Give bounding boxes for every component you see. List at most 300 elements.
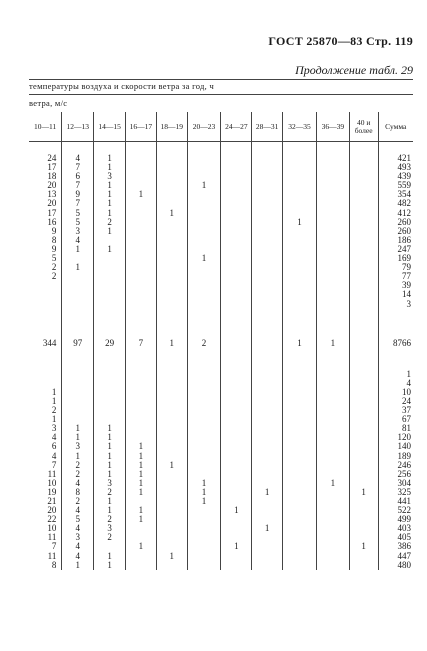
table-cell [316,452,349,461]
table-cell [316,515,349,524]
table-row [29,272,413,281]
table-cell [62,281,94,290]
sum-cell: 10 [378,388,413,397]
spacer-cell [349,142,378,155]
table-cell [126,254,157,263]
table-cell [156,190,187,199]
table-cell [62,370,94,379]
table-row [29,199,413,208]
table-cell [316,415,349,424]
table-cell [349,515,378,524]
table-row [29,172,413,181]
table-cell: 4 [51,432,57,443]
table-row [29,506,413,515]
table-cell [156,433,187,442]
table-cell [283,236,317,245]
table-cell [283,542,317,551]
table-cell: 6 [62,172,94,181]
top-rule [29,79,413,80]
table-cell [349,461,378,470]
table-cell [221,163,252,172]
table-cell: 1 [62,452,94,461]
table-cell: 8 [51,559,57,570]
table-cell [156,561,187,570]
table-cell: 2 [94,533,126,542]
table-cell [221,263,252,272]
table-cell [221,300,252,309]
table-cell [187,397,221,406]
table-cell [156,533,187,542]
table-cell: 5 [62,218,94,227]
column-header: 28—31 [252,112,283,142]
table-cell [126,524,157,533]
table-row [29,470,413,479]
table-cell [221,406,252,415]
table-cell: 4 [62,552,94,561]
spacer-cell [252,309,283,339]
table-cell [252,227,283,236]
table-cell: 1 [187,254,221,263]
table-cell [349,181,378,190]
table-cell [221,515,252,524]
table-cell [349,339,378,348]
table-cell [221,415,252,424]
table-row [29,461,413,470]
table-cell [283,470,317,479]
table-cell [187,452,221,461]
sum-cell: 480 [378,561,413,570]
spacer-cell [29,142,62,155]
table-cell: 1 [51,414,57,425]
table-cell: 1 [94,497,126,506]
table-cell: 7 [62,181,94,190]
table-cell [283,433,317,442]
spacer-cell [156,348,187,370]
table-row [29,497,413,506]
table-cell [126,552,157,561]
table-cell [126,406,157,415]
table-cell: 1 [94,227,126,236]
table-cell: 1 [126,479,157,488]
table-cell: 1 [51,386,57,397]
table-cell [252,199,283,208]
table-cell: 20 [47,180,57,191]
table-cell: 3 [94,479,126,488]
table-cell [156,218,187,227]
table-cell: 2 [187,339,221,348]
sum-cell: 77 [378,272,413,281]
table-row [29,245,413,254]
table-cell: 2 [62,497,94,506]
table-cell [252,163,283,172]
table-cell [187,163,221,172]
table-cell: 2 [51,271,57,282]
speed-label: ветра, м/с [29,98,68,108]
sum-cell: 439 [378,172,413,181]
table-cell [316,370,349,379]
table-cell: 1 [316,479,349,488]
table-cell: 24 [47,153,57,163]
table-cell [62,300,94,309]
table-cell: 7 [51,459,57,470]
table-cell [156,397,187,406]
table-cell [316,227,349,236]
table-cell [126,281,157,290]
table-cell [316,388,349,397]
table-cell [349,497,378,506]
table-cell: 5 [62,209,94,218]
table-cell [283,263,317,272]
table-cell [283,561,317,570]
table-cell [221,479,252,488]
table-cell: 11 [47,550,57,561]
data-table [29,112,413,570]
table-row [29,209,413,218]
table-cell [156,254,187,263]
table-cell: 21 [47,496,57,506]
table-cell [316,245,349,254]
table-cell [252,263,283,272]
table-cell [94,281,126,290]
spacer-cell [316,348,349,370]
table-cell [283,442,317,451]
table-cell [94,254,126,263]
table-cell [187,209,221,218]
table-cell [126,379,157,388]
table-cell [156,524,187,533]
table-cell: 1 [94,452,126,461]
table-cell [252,461,283,470]
table-cell [349,433,378,442]
sum-cell: 37 [378,406,413,415]
table-cell [187,533,221,542]
table-cell: 1 [187,497,221,506]
table-cell [126,218,157,227]
table-cell: 1 [349,488,378,497]
table-cell: 7 [126,339,157,348]
table-cell [187,406,221,415]
table-cell: 2 [94,218,126,227]
table-cell [187,218,221,227]
sum-cell: 247 [378,245,413,254]
table-cell [252,272,283,281]
table-cell [349,290,378,299]
table-cell [187,552,221,561]
table-cell: 1 [126,488,157,497]
sum-cell: 354 [378,190,413,199]
table-cell: 20 [47,505,57,516]
table-cell [29,290,62,299]
table-cell [221,424,252,433]
spacer-cell [156,142,187,155]
table-row [29,388,413,397]
sum-cell: 493 [378,163,413,172]
table-cell [283,479,317,488]
table-cell [283,163,317,172]
table-cell [349,199,378,208]
spacer-cell [221,309,252,339]
table-cell [316,524,349,533]
table-cell [29,281,62,290]
table-cell [126,397,157,406]
spacer-cell [316,309,349,339]
table-cell: 1 [221,506,252,515]
column-header: 32—35 [283,112,317,142]
sum-cell: 246 [378,461,413,470]
table-cell: 1 [94,181,126,190]
table-cell [316,263,349,272]
column-header: 20—23 [187,112,221,142]
table-cell [252,339,283,348]
table-cell [316,542,349,551]
table-cell [252,181,283,190]
spacer-cell [221,348,252,370]
table-cell: 1 [62,263,94,272]
table-cell [252,542,283,551]
table-cell [316,254,349,263]
table-cell [156,227,187,236]
table-cell [156,245,187,254]
table-row [29,515,413,524]
table-cell: 1 [94,470,126,479]
table-cell [252,245,283,254]
table-cell [349,370,378,379]
table-cell [349,424,378,433]
sum-cell: 386 [378,542,413,551]
table-cell [283,379,317,388]
table-cell [349,406,378,415]
table-cell [187,272,221,281]
table-cell [252,497,283,506]
table-cell: 4 [62,506,94,515]
table-cell: 4 [62,236,94,245]
spacer-cell [349,348,378,370]
table-cell [283,497,317,506]
table-cell [62,272,94,281]
table-cell: 1 [187,181,221,190]
table-cell [283,190,317,199]
table-cell [221,281,252,290]
spacer-cell [316,142,349,155]
table-cell [316,181,349,190]
sum-cell: 4 [378,379,413,388]
spacer-cell [156,309,187,339]
table-row [29,406,413,415]
table-cell [187,442,221,451]
table-cell [94,397,126,406]
table-cell [221,290,252,299]
table-cell [221,452,252,461]
table-row [29,533,413,542]
sum-cell: 325 [378,488,413,497]
table-cell [221,199,252,208]
table-cell [252,452,283,461]
spacer-cell [252,142,283,155]
second-rule [29,94,413,95]
table-cell: 4 [62,542,94,551]
spacer-cell [349,309,378,339]
spacer-cell [94,309,126,339]
table-cell: 1 [126,470,157,479]
table-cell: 11 [47,468,57,479]
table-row [29,281,413,290]
table-cell: 18 [47,171,57,182]
sum-cell: 1 [378,370,413,379]
table-cell: 1 [94,433,126,442]
table-cell [126,236,157,245]
spacer-cell [62,348,94,370]
spacer-row [29,309,413,339]
table-cell [94,263,126,272]
table-cell [187,379,221,388]
table-cell [126,209,157,218]
table-cell [221,254,252,263]
table-cell [187,190,221,199]
sum-cell: 421 [378,154,413,163]
table-cell: 1 [94,163,126,172]
table-cell [252,552,283,561]
table-cell [156,424,187,433]
table-cell [349,218,378,227]
table-cell [221,272,252,281]
table-cell [221,442,252,451]
table-cell [126,245,157,254]
sum-cell: 24 [378,397,413,406]
column-header-row [29,112,413,142]
sum-cell: 403 [378,524,413,533]
table-cell [252,506,283,515]
table-cell [156,181,187,190]
table-cell [252,433,283,442]
sum-cell: 120 [378,433,413,442]
table-cell [283,488,317,497]
spacer-cell [29,348,62,370]
table-cell: 1 [126,190,157,199]
table-cell [283,515,317,524]
table-cell: 4 [62,154,94,163]
table-cell: 10 [47,523,57,534]
table-cell: 1 [126,452,157,461]
table-cell [252,236,283,245]
table-cell [252,561,283,570]
table-cell: 29 [94,339,126,348]
table-cell [94,406,126,415]
sum-cell: 482 [378,199,413,208]
table-cell [316,172,349,181]
table-cell [349,190,378,199]
table-row [29,370,413,379]
table-cell [252,415,283,424]
table-cell [349,281,378,290]
table-row [29,227,413,236]
table-cell [94,370,126,379]
table-cell [156,415,187,424]
table-cell [187,461,221,470]
table-cell [283,281,317,290]
sum-cell: 39 [378,281,413,290]
table-cell [187,199,221,208]
table-cell: 13 [47,189,57,200]
table-cell [252,254,283,263]
table-cell [283,300,317,309]
table-cell [349,388,378,397]
table-cell [156,442,187,451]
spacer-cell [126,142,157,155]
table-cell [94,300,126,309]
table-cell [252,406,283,415]
table-cell [349,561,378,570]
table-cell: 1 [62,561,94,570]
table-cell [349,452,378,461]
table-cell: 6 [51,441,57,452]
table-cell: 20 [47,198,57,209]
table-cell [252,209,283,218]
table-cell [283,272,317,281]
table-cell [62,406,94,415]
spacer-row [29,142,413,155]
table-cell [221,433,252,442]
table-row [29,163,413,172]
spacer-cell [187,142,221,155]
table-cell [316,281,349,290]
table-cell: 1 [187,479,221,488]
table-row [29,300,413,309]
spacer-cell [378,309,413,339]
table-cell: 1 [283,218,317,227]
table-cell [126,227,157,236]
table-cell [221,209,252,218]
table-cell [316,506,349,515]
table-cell [349,227,378,236]
table-cell: 9 [62,190,94,199]
table-cell [283,199,317,208]
table-cell [252,442,283,451]
table-cell [126,163,157,172]
table-cell [94,272,126,281]
table-cell [62,397,94,406]
sum-cell: 412 [378,209,413,218]
table-cell: 16 [47,216,57,227]
table-cell [316,497,349,506]
table-cell [252,388,283,397]
spacer-cell [378,348,413,370]
table-cell [349,506,378,515]
table-cell [316,300,349,309]
table-cell [156,236,187,245]
table-cell [62,388,94,397]
table-cell [252,424,283,433]
table-cell: 19 [47,486,57,497]
table-row [29,452,413,461]
table-row [29,524,413,533]
spacer-cell [283,309,317,339]
table-cell [187,300,221,309]
page-header: ГОСТ 25870—83 Стр. 119 [268,34,413,48]
table-cell [283,533,317,542]
sum-cell: 8766 [378,339,413,348]
spacer-cell [283,348,317,370]
table-cell: 4 [62,524,94,533]
table-cell [349,524,378,533]
table-cell: 1 [221,542,252,551]
table-cell: 1 [252,524,283,533]
table-cell [187,370,221,379]
table-cell [187,433,221,442]
table-cell [221,379,252,388]
spacer-cell [126,309,157,339]
table-cell [283,181,317,190]
column-header: 10—11 [29,112,62,142]
